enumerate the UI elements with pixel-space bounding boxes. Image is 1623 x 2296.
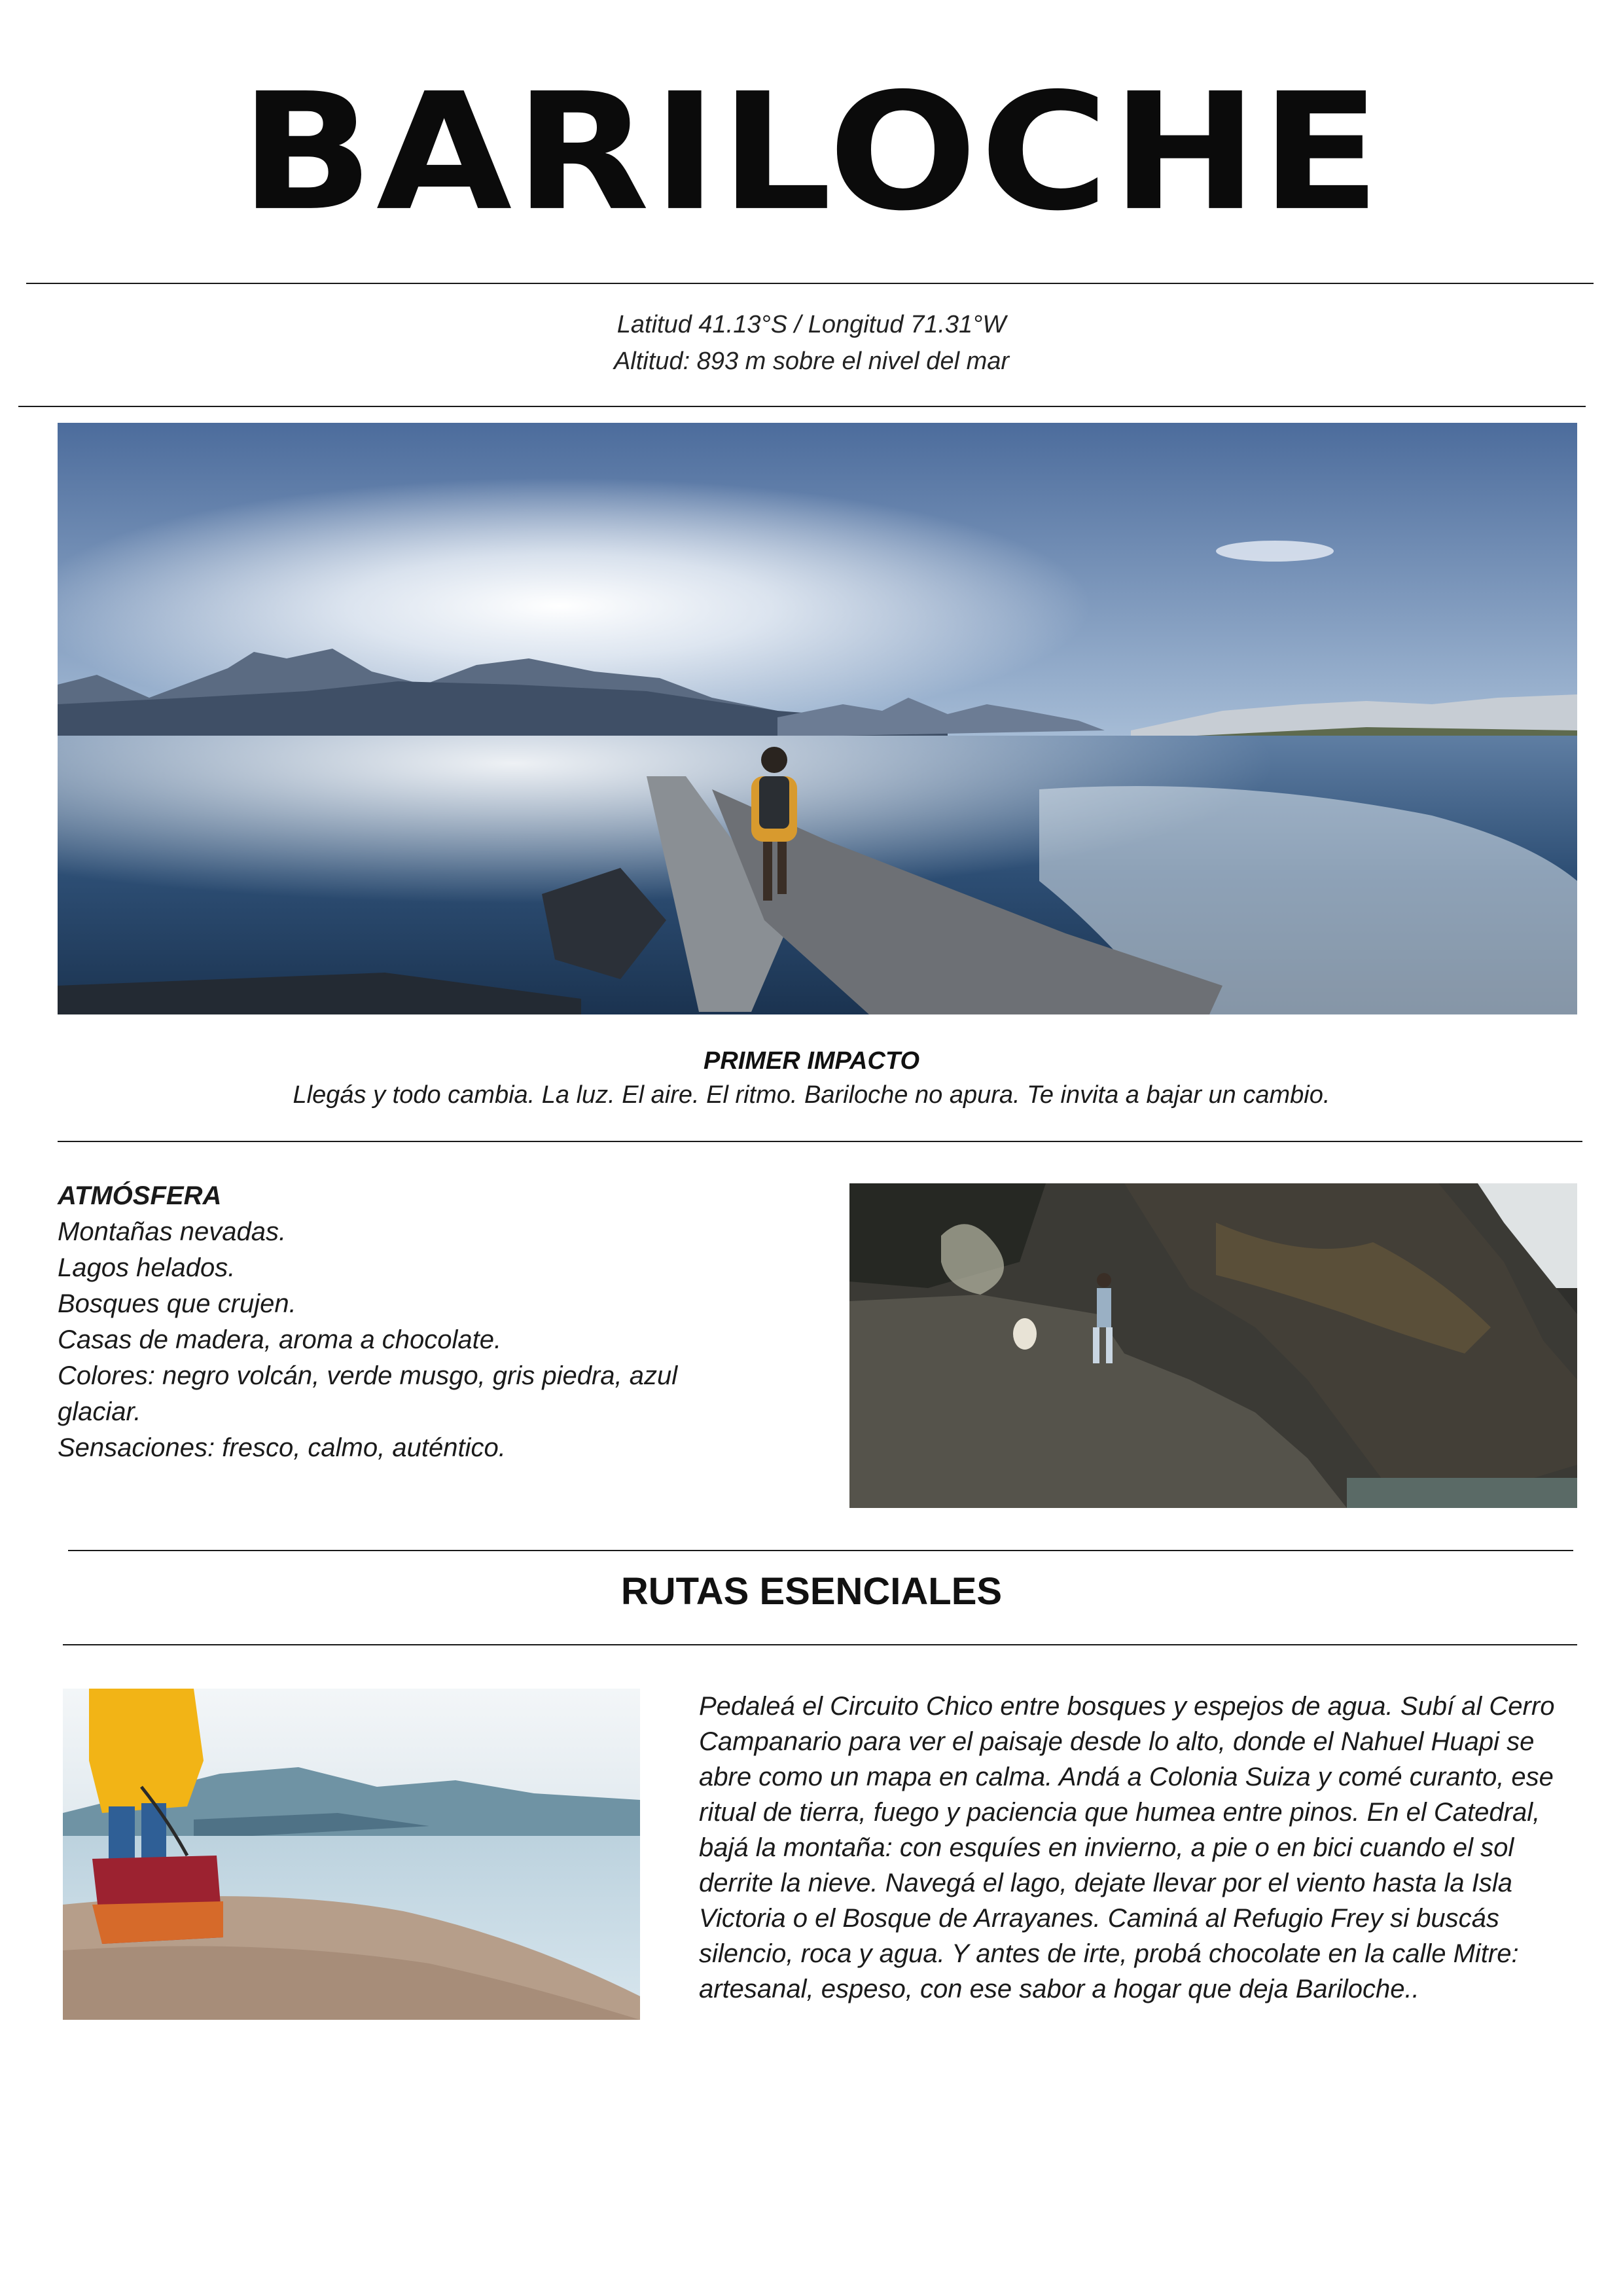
- routes-heading: RUTAS ESENCIALES: [620, 1570, 1003, 1613]
- coordinates-line: Latitud 41.13°S / Longitud 71.31°W: [616, 311, 1007, 338]
- divider-rutas-top: [68, 1550, 1573, 1551]
- atmosphere-line: Colores: negro volcán, verde musgo, gris piedra, azul glaciar.: [58, 1361, 678, 1426]
- atmosphere-line: Casas de madera, aroma a chocolate.: [58, 1325, 502, 1354]
- divider-rutas-bottom: [63, 1644, 1577, 1645]
- divider-coords: [18, 406, 1586, 407]
- atmosphere-line: Sensaciones: fresco, calmo, auténtico.: [58, 1433, 506, 1462]
- atmosphere-line: Bosques que crujen.: [58, 1289, 296, 1318]
- lake-panorama-photo: [58, 423, 1577, 1014]
- impact-heading: PRIMER IMPACTO: [703, 1047, 920, 1075]
- divider-top: [26, 283, 1594, 284]
- atmosphere-section: [58, 1178, 712, 1466]
- impact-text: Llegás y todo cambia. La luz. El aire. El ritmo. Bariloche no apura. Te invita a bajar un cambio.: [293, 1081, 1330, 1109]
- rocky-hillside-photo: [849, 1183, 1577, 1508]
- routes-text: Pedaleá el Circuito Chico entre bosques y espejos de agua. Subí al Cerro Campanario para ver el paisaje desde lo alto, donde el Nahuel Huapi se abre como un mapa en calma. Andá a Colonia Suiza y comé curanto, ese ritual de tierra, fuego y paciencia que humea entre pinos. En el Catedral, bajá la montaña: con esquíes en invierno, a pie o en bici cuando el sol derrite la nieve. Navegá el lago, dejate llevar por el viento hasta la Isla Victoria o el Bosque de Arrayanes. Caminá al Refugio Frey si buscás silencio, roca y agua. Y antes de irte, probá chocolate en la calle Mitre: artesanal, espeso, con ese sabor a hogar que deja Bariloche..: [699, 1692, 1555, 2003]
- atmosphere-line: Lagos helados.: [58, 1253, 236, 1282]
- atmosphere-heading: ATMÓSFERA: [58, 1181, 222, 1210]
- page-title: BARILOCHE: [240, 58, 1383, 247]
- altitude-line: Altitud: 893 m sobre el nivel del mar: [613, 348, 1010, 375]
- lakeside-traveler-photo: [63, 1689, 640, 2020]
- atmosphere-line: Montañas nevadas.: [58, 1217, 287, 1246]
- divider-impact: [58, 1141, 1582, 1142]
